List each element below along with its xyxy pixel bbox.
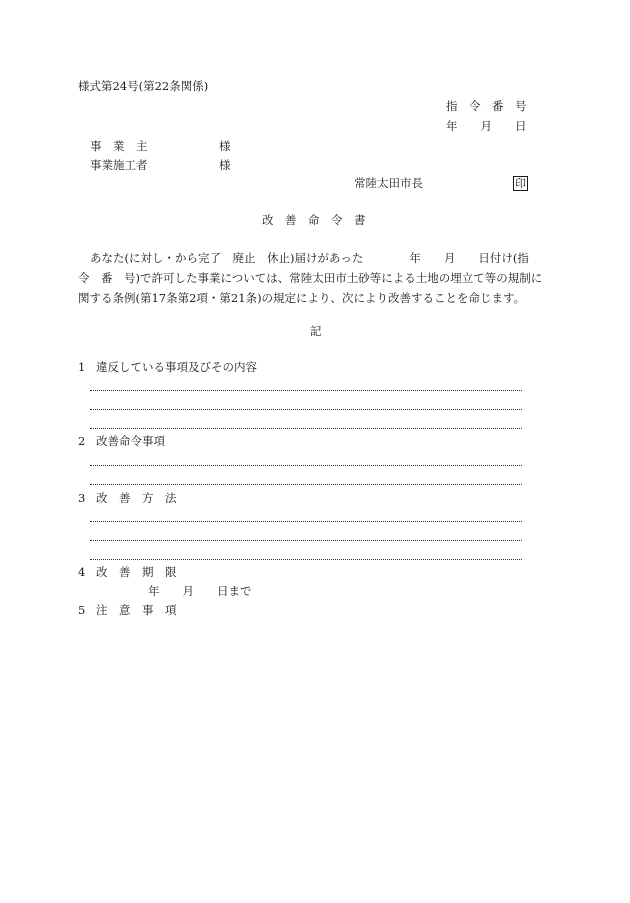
fill-line	[90, 559, 522, 560]
issue-date: 年 月 日	[446, 119, 527, 133]
document-title: 改 善 命 令 書	[262, 213, 366, 227]
item-label-5: 注 意 事 項	[96, 603, 177, 617]
body-line-1: あなた(に対し・から完了 廃止 休止)届けがあった 年 月 日付け(指	[90, 251, 529, 265]
contractor-honorific: 様	[219, 158, 231, 172]
contractor-label: 事業施工者	[90, 158, 148, 172]
item-label-4: 改 善 期 限	[96, 565, 177, 579]
owner-honorific: 様	[219, 139, 231, 153]
deadline-text: 年 月 日まで	[148, 584, 252, 598]
fill-line	[90, 465, 522, 466]
item-label-1: 違反している事項及びその内容	[96, 360, 257, 374]
item-number-5: 5	[78, 603, 86, 617]
command-number: 指 令 番 号	[446, 99, 527, 113]
ki-heading: 記	[310, 324, 322, 338]
fill-line	[90, 428, 522, 429]
fill-line	[90, 521, 522, 522]
fill-line	[90, 390, 522, 391]
fill-line	[90, 484, 522, 485]
item-number-3: 3	[78, 491, 86, 505]
form-label: 様式第24号(第22条関係)	[78, 79, 209, 93]
seal-text: 印	[515, 177, 526, 190]
body-line-2: 令 番 号)で許可した事業については、常陸太田市土砂等による土地の埋立て等の規制に	[78, 271, 543, 285]
issuer-name: 常陸太田市長	[354, 176, 423, 190]
body-line-3: 関する条例(第17条第2項・第21条)の規定により、次により改善することを命じます。	[78, 291, 526, 305]
item-number-1: 1	[78, 360, 86, 374]
item-number-4: 4	[78, 565, 86, 579]
fill-line	[90, 409, 522, 410]
item-number-2: 2	[78, 434, 86, 448]
fill-line	[90, 540, 522, 541]
item-label-2: 改善命令事項	[96, 434, 165, 448]
owner-label: 事 業 主	[90, 139, 148, 153]
item-label-3: 改 善 方 法	[96, 491, 177, 505]
seal-mark	[513, 176, 528, 191]
